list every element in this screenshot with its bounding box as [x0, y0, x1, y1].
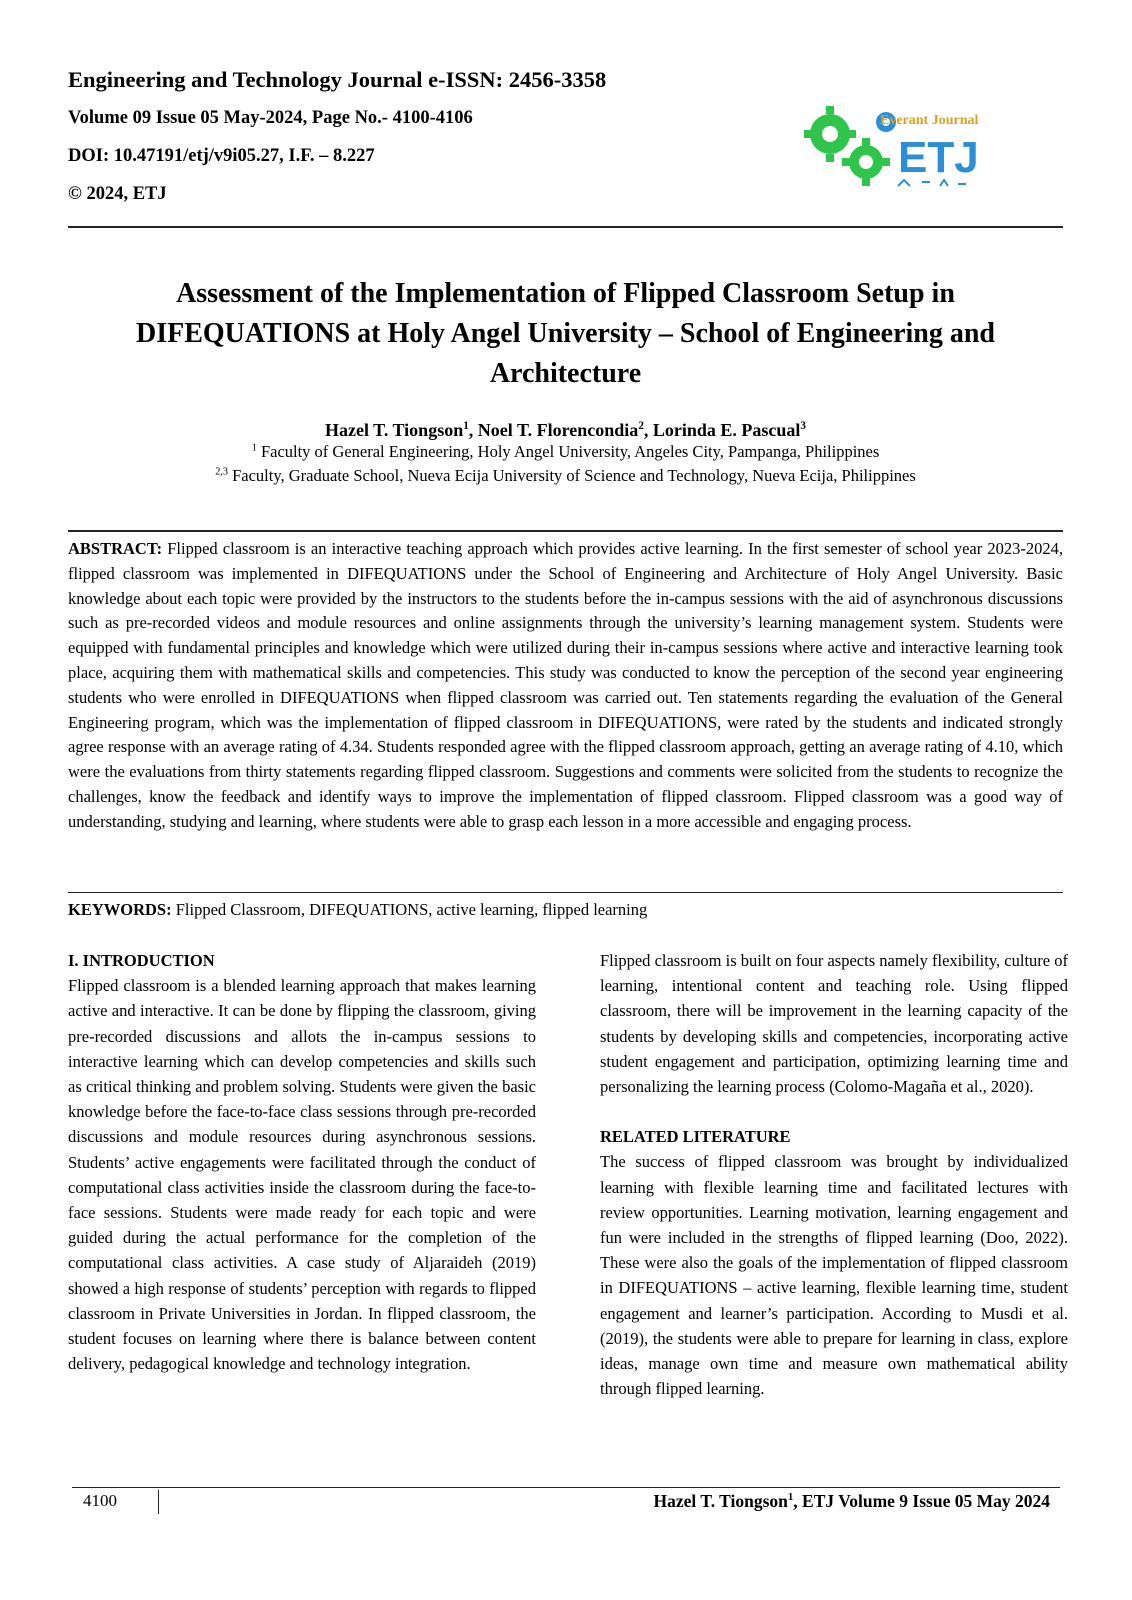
keywords-label: KEYWORDS: — [68, 900, 172, 919]
journal-doi: DOI: 10.47191/etj/v9i05.27, I.F. – 8.227 — [68, 146, 375, 166]
right-column — [600, 948, 1068, 1401]
page-number: 4100 — [83, 1491, 117, 1510]
footer-author-sup: 1 — [787, 1491, 794, 1504]
author-separator: , — [643, 420, 653, 440]
section-heading-related-literature: RELATED LITERATURE — [600, 1127, 791, 1147]
abstract-top-rule — [68, 530, 1063, 532]
body-paragraph: Flipped classroom is built on four aspects namely flexibility, culture of learning, intentional content and teaching role. Using flipped classroom, there will be improvement in the learning capacity of the students by developing skills and competencies, incorporating active student engagement and participation, optimizing learning time and personalizing the learning process (Colomo-Magaña et al., 2020). — [600, 951, 1068, 1097]
related-literature-paragraph: The success of flipped classroom was brought by individualized learning with flexible learning time and facilitated lectures with review opportunities. Learning motivation, learning engagement and fun were included in the strengths of flipped learning (Doo, 2022). These were also the goals of the implementation of flipped classroom in DIFEQUATIONS – active learning, flexible learning time, student engagement and learner’s participation. According to Musdi et al. (2019), the students were able to prepare for learning in class, explore ideas, manage own time and measure own mathematical ability through flipped learning. — [600, 1152, 1068, 1399]
introduction-paragraph: Flipped classroom is a blended learning approach that makes learning active and interactive. It can be done by flipping the classroom, giving pre-recorded discussions and allots the in-campus sessions to interactive learning which can develop competencies and skills such as critical thinking and problem solving. Students were given the basic knowledge before the face-to-face class sessions through pre-recorded discussions and module resources during asynchronous sessions. Students’ active engagements were facilitated through the conduct of computational class activities inside the classroom during the face-to-face sessions. Students were made ready for each topic and were guided during the actual performance for the completion of the computational class activities. A case study of Aljaraideh (2019) showed a high response of students’ perception with regards to flipped classroom in Private Universities in Jordan. In flipped classroom, the student focuses on learning where there is balance between content delivery, pedagogical knowledge and technology integration. — [68, 976, 536, 1374]
footer-journal-info: , ETJ Volume 9 Issue 05 May 2024 — [793, 1491, 1050, 1511]
journal-header — [68, 66, 606, 220]
author-name: Lorinda E. Pascual — [652, 420, 801, 440]
etj-logo — [800, 92, 1028, 200]
author-sup: 1 — [463, 420, 469, 432]
footer-rule — [72, 1487, 1060, 1488]
affiliation-sup: 2,3 — [215, 466, 228, 478]
keywords-top-rule — [68, 892, 1063, 893]
affiliation — [68, 465, 1063, 487]
footer-separator — [158, 1490, 159, 1514]
logo-top-text: Everant Journal — [880, 113, 979, 128]
affiliation-sup: 1 — [251, 442, 257, 454]
journal-volume: Volume 09 Issue 05 May-2024, Page No.- 4100-4106 — [68, 108, 473, 128]
affiliation-text: Faculty, Graduate School, Nueva Ecija University of Science and Technology, Nueva Ecija, Philippines — [227, 466, 916, 485]
logo-main-text: ETJ — [898, 133, 979, 182]
section-heading-introduction: I. INTRODUCTION — [68, 951, 215, 970]
author-sup: 2 — [638, 420, 644, 432]
abstract-text: Flipped classroom is an interactive teaching approach which provides active learning. In the first semester of school year 2023-2024, flipped classroom was implemented in DIFEQUATIONS under the School of Engineering and Architecture of Holy Angel University. Basic knowledge about each topic were provided by the instructors to the students before the in-campus sessions with the aid of asynchronous discussions such as pre-recorded videos and module resources and online assignments through the university’s learning management system. Students were equipped with fundamental principles and knowledge which were utilized during their in-campus sessions where active and interactive learning took place, acquiring them with mathematical skills and competencies. This study was conducted to know the perception of the second year engineering students who were enrolled in DIFEQUATIONS when flipped classroom was carried out. Ten statements regarding the evaluation of the General Engineering program, which was the implementation of flipped classroom in DIFEQUATIONS, were rated by the students and indicated strongly agree response with an average rating of 4.34. Students responded agree with the flipped classroom approach, getting an average rating of 4.10, which were the evaluations from thirty statements regarding flipped classroom. Suggestions and comments were solicited from the students to recognize the challenges, know the feedback and identify ways to improve the implementation of flipped classroom. Flipped classroom was a good way of understanding, studying and learning, where students were able to grasp each lesson in a more accessible and engaging process. — [68, 539, 1063, 831]
footer-author: Hazel T. Tiongson — [653, 1491, 788, 1511]
affiliation — [68, 441, 1063, 463]
journal-name: Engineering and Technology Journal e-ISSN: 2456-3358 — [68, 67, 607, 92]
paper-title: Assessment of the Implementation of Flipped Classroom Setup in DIFEQUATIONS at Holy Angel University – School of Engineering and Architecture — [135, 278, 995, 389]
author-separator: , — [468, 420, 478, 440]
affiliation-text: Faculty of General Engineering, Holy Angel University, Angeles City, Pampanga, Philippines — [256, 442, 880, 461]
keywords — [68, 899, 1063, 921]
author-name: Noel T. Florencondia — [477, 420, 639, 440]
author-sup: 3 — [800, 420, 806, 432]
header-rule — [68, 226, 1063, 228]
running-footer — [654, 1489, 1051, 1513]
keywords-text: Flipped Classroom, DIFEQUATIONS, active learning, flipped learning — [171, 900, 648, 919]
left-column — [68, 948, 536, 1376]
author-name: Hazel T. Tiongson — [325, 420, 464, 440]
abstract — [68, 537, 1063, 835]
journal-copyright: © 2024, ETJ — [68, 184, 167, 204]
abstract-label: ABSTRACT: — [68, 539, 163, 558]
author-list — [68, 418, 1063, 442]
